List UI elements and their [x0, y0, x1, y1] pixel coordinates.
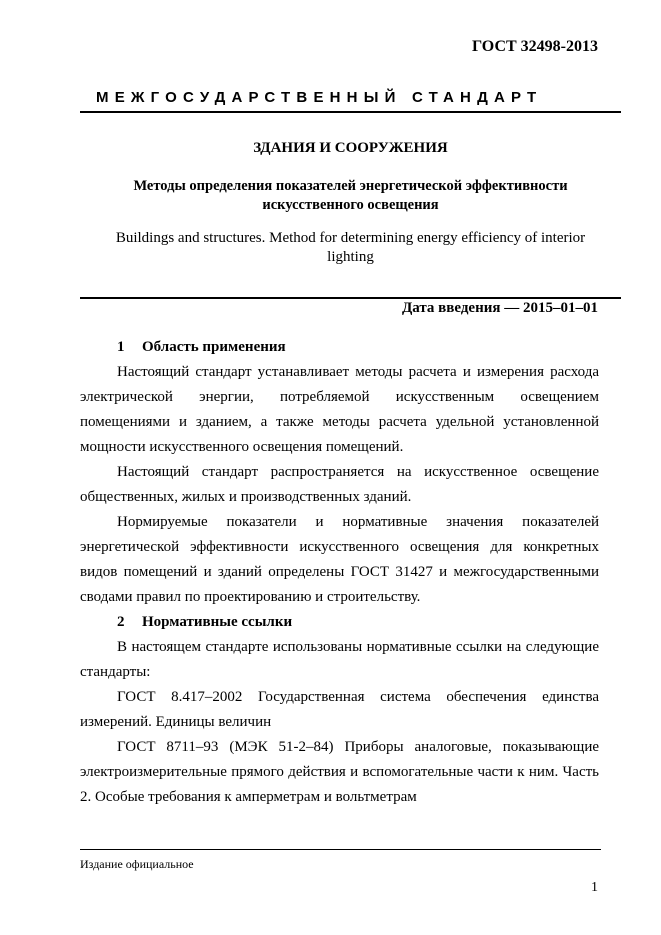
section-number: 2	[117, 614, 125, 630]
paragraph: Настоящий стандарт устанавливает методы расчета и измерения расхода электрической энергии, потребляемой искусственным освещением помещениями и зданием, а также методы расчета удельной установленной мощности искусственного освещения помещений.	[80, 364, 599, 455]
document-subtitle-ru: Методы определения показателей энергетической эффективности искусственного освещения	[133, 178, 568, 213]
section-heading	[80, 610, 599, 635]
official-edition-note: Издание официальное	[80, 857, 194, 871]
interstate-standard-heading: МЕЖГОСУДАРСТВЕННЫЙ СТАНДАРТ	[96, 89, 543, 106]
introduction-date: Дата введения — 2015–01–01	[401, 300, 598, 316]
section-number: 1	[117, 339, 125, 355]
section-title: Нормативные ссылки	[142, 614, 293, 630]
paragraph: Настоящий стандарт распространяется на искусственное освещение общественных, жилых и производственных зданий.	[80, 464, 599, 505]
document-body	[80, 335, 599, 810]
paragraph: В настоящем стандарте использованы нормативные ссылки на следующие стандарты:	[80, 639, 599, 680]
document-title: ЗДАНИЯ И СООРУЖЕНИЯ	[253, 140, 448, 156]
paragraph: ГОСТ 8711–93 (МЭК 51-2–84) Приборы аналоговые, показывающие электроизмерительные прямого действия и вспомогательные части к ним. Часть 2. Особые требования к амперметрам и вольтметрам	[80, 739, 599, 805]
date-divider	[80, 297, 621, 299]
page-number: 1	[591, 880, 598, 895]
paragraph: Нормируемые показатели и нормативные значения показателей энергетической эффективности искусственного освещения для конкретных видов помещений и зданий определены ГОСТ 31427 и межгосударственными сводами правил по проектированию и строительству.	[80, 514, 599, 605]
section-title: Область применения	[142, 339, 286, 355]
section-heading	[80, 335, 599, 360]
document-subtitle-en: Buildings and structures. Method for determining energy efficiency of interior lighting	[115, 230, 586, 265]
paragraph: ГОСТ 8.417–2002 Государственная система обеспечения единства измерений. Единицы величин	[80, 689, 599, 730]
top-divider	[80, 111, 621, 113]
gost-code: ГОСТ 32498-2013	[472, 38, 598, 55]
footer-divider	[80, 849, 601, 850]
